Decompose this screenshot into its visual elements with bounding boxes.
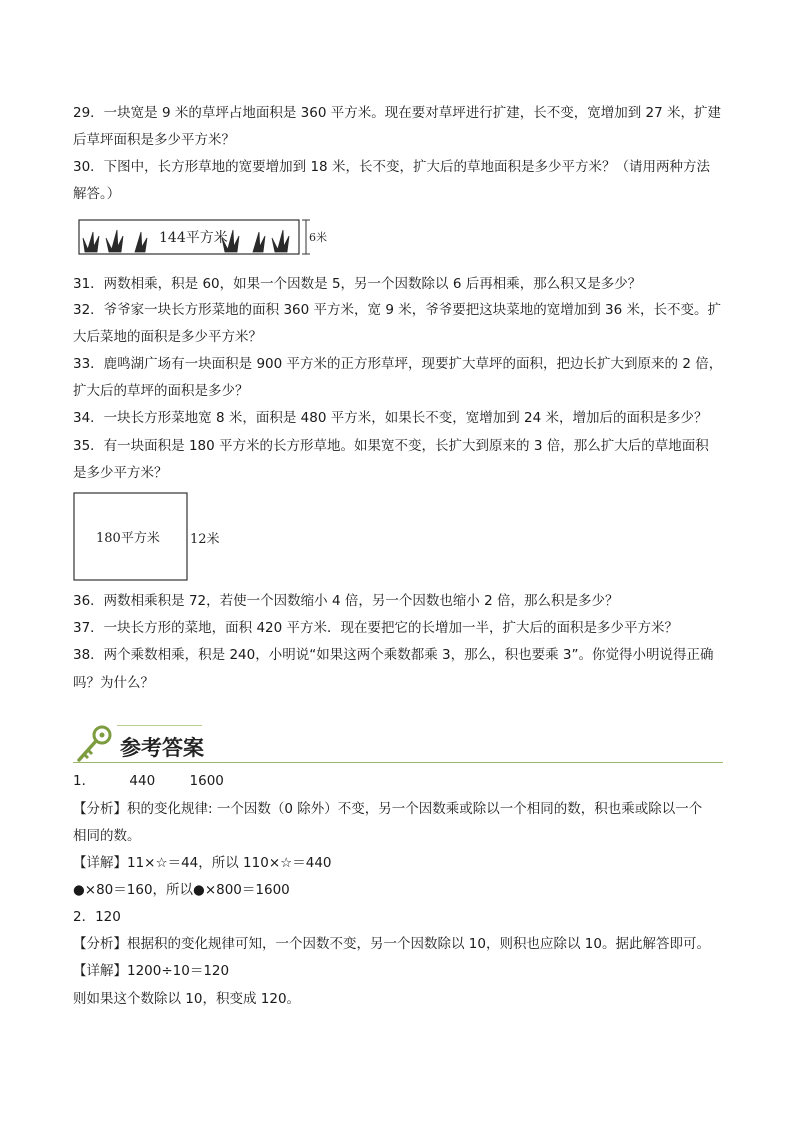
key-icon bbox=[75, 724, 115, 764]
answer-2-conclusion: 则如果这个数除以 10，积变成 120。 bbox=[73, 991, 301, 1007]
question-30-line-2: 解答。） bbox=[73, 186, 121, 202]
figure2-side-label: 12米 bbox=[190, 532, 220, 547]
question-32-line-1: 32．爷爷家一块长方形菜地的面积 360 平方米，宽 9 米，爷爷要把这块菜地的宽增加到 36 米，长不变。扩 bbox=[73, 302, 721, 318]
answers-header bbox=[73, 720, 723, 768]
answer-1-analysis-line-2: 相同的数。 bbox=[73, 828, 141, 844]
question-35-line-1: 35．有一块面积是 180 平方米的长方形草地。如果宽不变，长扩大到原来的 3 倍，那么扩大后的草地面积 bbox=[73, 438, 709, 454]
figure2-area-label: 180平方米 bbox=[96, 531, 160, 546]
answers-divider bbox=[73, 762, 723, 763]
question-34-line-1: 34．一块长方形菜地宽 8 米，面积是 480 平方米，如果长不变，宽增加到 24 米，增加后的面积是多少？ bbox=[73, 410, 708, 426]
answer-1-analysis-line-1: 【分析】积的变化规律: 一个因数（0 除外）不变，另一个因数乘或除以一个相同的数，积也乘或除以一个 bbox=[73, 801, 703, 817]
question-32-line-2: 大后菜地的面积是多少平方米？ bbox=[73, 329, 262, 345]
question-33-line-2: 扩大后的草坪的面积是多少？ bbox=[73, 383, 249, 399]
question-29-line-2: 后草坪面积是多少平方米？ bbox=[73, 132, 235, 148]
grass-rectangle-figure bbox=[77, 218, 327, 258]
question-38-line-1: 38．两个乘数相乘，积是 240，小明说“如果这两个乘数都乘 3，那么，积也要乘 3”。你觉得小明说得正确 bbox=[73, 647, 714, 663]
answer-1-detail-line-2: ●×80＝160，所以●×800＝1600 bbox=[73, 882, 290, 898]
question-35-line-2: 是多少平方米？ bbox=[73, 465, 168, 481]
question-37-line-1: 37．一块长方形的菜地，面积 420 平方米．现在要把它的长增加一半，扩大后的面积是多少平方米？ bbox=[73, 620, 679, 636]
answer-1-detail-line-1: 【详解】11×☆＝44，所以 110×☆＝440 bbox=[73, 855, 332, 871]
answer-1-heading: 1． 440 1600 bbox=[73, 773, 224, 789]
question-36-line-1: 36．两数相乘积是 72，若使一个因数缩小 4 倍，另一个因数也缩小 2 倍，那么积是多少？ bbox=[73, 593, 619, 609]
question-30-line-1: 30．下图中，长方形草地的宽要增加到 18 米，长不变，扩大后的草地面积是多少平方米？（请用两种方法 bbox=[73, 159, 710, 175]
answer-2-analysis: 【分析】根据积的变化规律可知，一个因数不变，另一个因数除以 10，则积也应除以 10。据此解答即可。 bbox=[73, 936, 710, 952]
question-29-line-1: 29．一块宽是 9 米的草坪占地面积是 360 平方米。现在要对草坪进行扩建，长不变，宽增加到 27 米，扩建 bbox=[73, 105, 721, 121]
answer-2-detail: 【详解】1200÷10＝120 bbox=[73, 963, 230, 979]
figure1-width-label: 6米 bbox=[309, 231, 327, 244]
figure1-area-label: 144平方米 bbox=[159, 230, 228, 246]
question-33-line-1: 33．鹿鸣湖广场有一块面积是 900 平方米的正方形草坪，现要扩大草坪的面积，把边长扩大到原来的 2 倍， bbox=[73, 356, 723, 372]
field-rectangle-figure bbox=[72, 490, 232, 584]
question-38-line-2: 吗？为什么？ bbox=[73, 675, 154, 691]
answers-header-accent-line bbox=[117, 725, 202, 726]
answer-2-heading: 2．120 bbox=[73, 909, 121, 925]
answers-title: 参考答案 bbox=[120, 735, 204, 760]
question-31-line-1: 31．两数相乘，积是 60，如果一个因数是 5，另一个因数除以 6 后再相乘，那么积又是多少？ bbox=[73, 276, 642, 292]
